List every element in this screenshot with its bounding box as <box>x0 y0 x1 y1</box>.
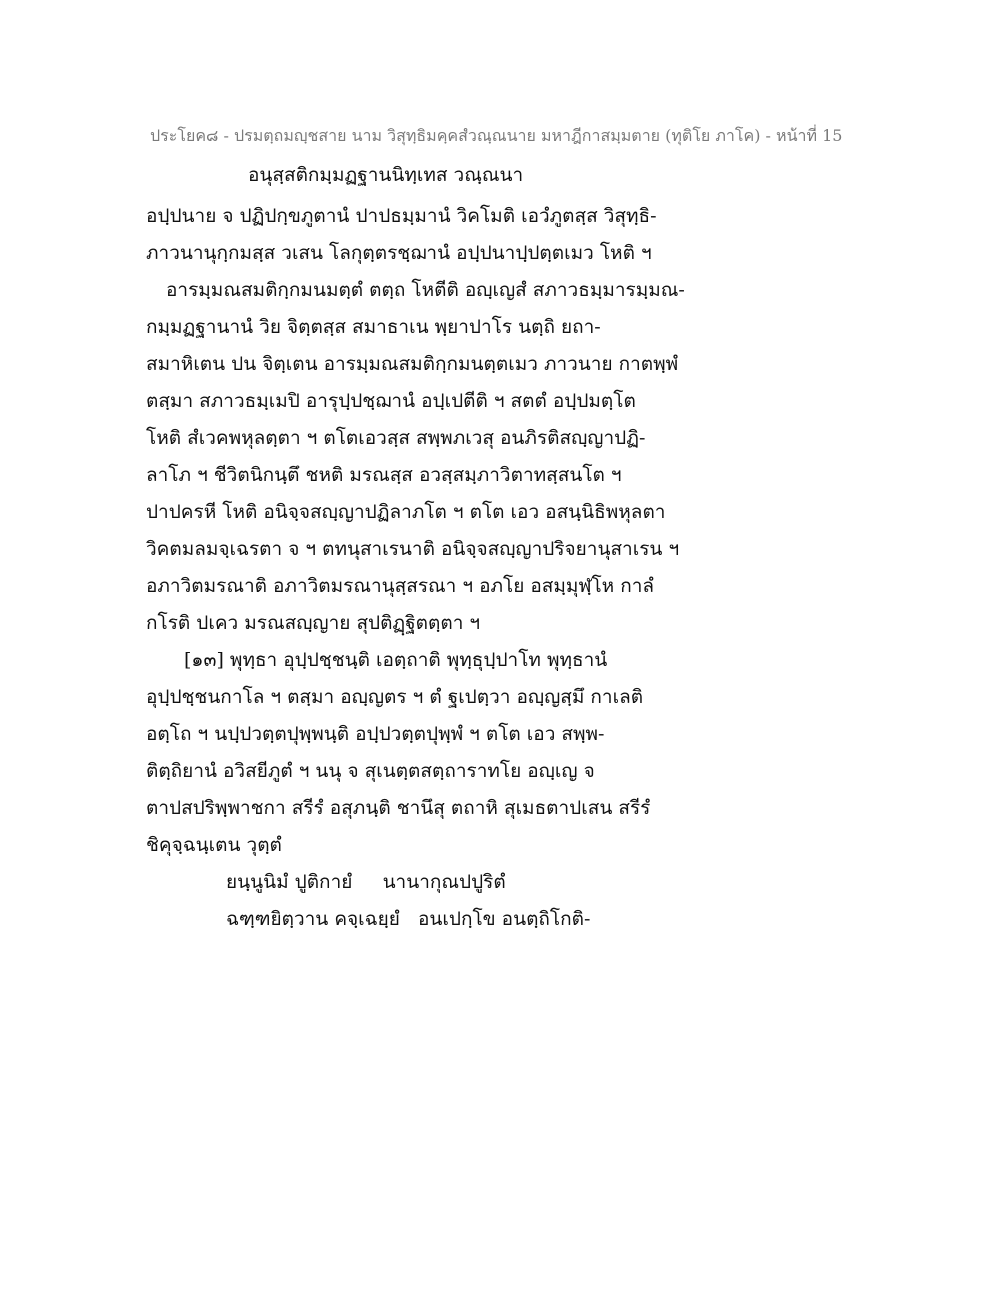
body-text <box>146 198 706 938</box>
text-line: ติตฺถิยานํ อวิสยีภูตํ ฯ นนุ จ สุเนตฺตสตฺถาราทโย อญฺเญ จ <box>146 760 595 782</box>
text-line: วิคตมลมจฺเฉรตา จ ฯ ตทนุสาเรนาติ อนิจฺจสญฺญาปริจยานุสาเรน ฯ <box>146 538 680 560</box>
text-line: อตฺโถ ฯ นปฺปวตฺตปุพฺพนฺติ อปฺปวตฺตปุพฺพํ ฯ ตโต เอว สพฺพ- <box>146 723 605 745</box>
text-line: ลาโภ ฯ ชีวิตนิกนฺตึ ชหติ มรณสฺส อวสฺสมฺภาวิตาทสฺสนโต ฯ <box>146 464 622 486</box>
verse-line: ยนฺนูนิมํ ปูติกายํ นานากุณปปูริตํ <box>226 871 506 893</box>
text-line: กมฺมฏฐานานํ วิย จิตฺตสฺส สมาธาเน พฺยาปาโร นตฺถิ ยถา- <box>146 316 601 338</box>
text-line: อปฺปนาย จ ปฏิปกฺขภูตานํ ปาปธมฺมานํ วิคโมติ เอวํภูตสฺส วิสุทฺธิ- <box>146 205 657 227</box>
text-line: ปาปครหี โหติ อนิจฺจสญฺญาปฏิลาภโต ฯ ตโต เอว อสนฺนิธิพหุลตา <box>146 501 666 523</box>
text-line: อารมฺมณสมติกฺกมนมตฺตํ ตตฺถ โหตีติ อญฺเญสํ สภาวธมฺมารมฺมณ- <box>166 279 685 301</box>
text-line: โหติ สํเวคพหุลตฺตา ฯ ตโตเอวสฺส สพฺพภเวสุ อนภิรติสญฺญาปฏิ- <box>146 427 646 449</box>
text-line: อภาวิตมรณาติ อภาวิตมรณานุสฺสรณา ฯ อภโย อสมฺมุฬฺโห กาลํ <box>146 575 655 597</box>
text-line: กโรติ ปเคว มรณสญฺญาย สุปติฏฺฐิตตฺตา ฯ <box>146 612 481 634</box>
text-line: ตสฺมา สภาวธมฺเมปิ อารุปฺปชฺฌานํ อปฺเปตีติ ฯ สตตํ อปฺปมตฺโต <box>146 390 636 412</box>
text-line: สมาหิเตน ปน จิตฺเตน อารมฺมณสมติกฺกมนตฺตเมว ภาวนาย กาตพฺพํ <box>146 353 679 375</box>
paragraph-start-line: [๑๓] พุทฺธา อุปฺปชฺชนฺติ เอตฺถาติ พุทฺธุปฺปาโท พุทฺธานํ <box>184 649 608 671</box>
verse-line: ฉฑฺฑยิตฺวาน คจฺเฉยฺยํ อนเปกฺโข อนตฺถิโกติ- <box>226 908 591 930</box>
text-line: ชิคุจฺฉนฺเตน วุตฺตํ <box>146 834 282 856</box>
text-line: ตาปสปริพฺพาชกา สรีรํ อสุภนฺติ ชานึสุ ตถาหิ สุเมธตาปเสน สรีรํ <box>146 797 651 819</box>
text-line: อุปฺปชฺชนกาโล ฯ ตสฺมา อญฺญตร ฯ ตํ ฐเปตฺวา อญฺญสฺมึ กาเลติ <box>146 686 644 708</box>
text-line: ภาวนานุกฺกมสฺส วเสน โลกุตฺตรชฺฌานํ อปฺปนาปฺปตฺตเมว โหติ ฯ <box>146 242 652 264</box>
page-header: ประโยค๘ - ปรมตฺถมญฺชสาย นาม วิสุทฺธิมคฺคสํวณฺณนาย มหาฎีกาสมฺมตาย (ทุติโย ภาโค) - หน้าที่ 15 <box>150 126 843 145</box>
section-title: อนุสฺสติกมฺมฏฐานนิทฺเทส วณฺณนา <box>248 164 524 186</box>
